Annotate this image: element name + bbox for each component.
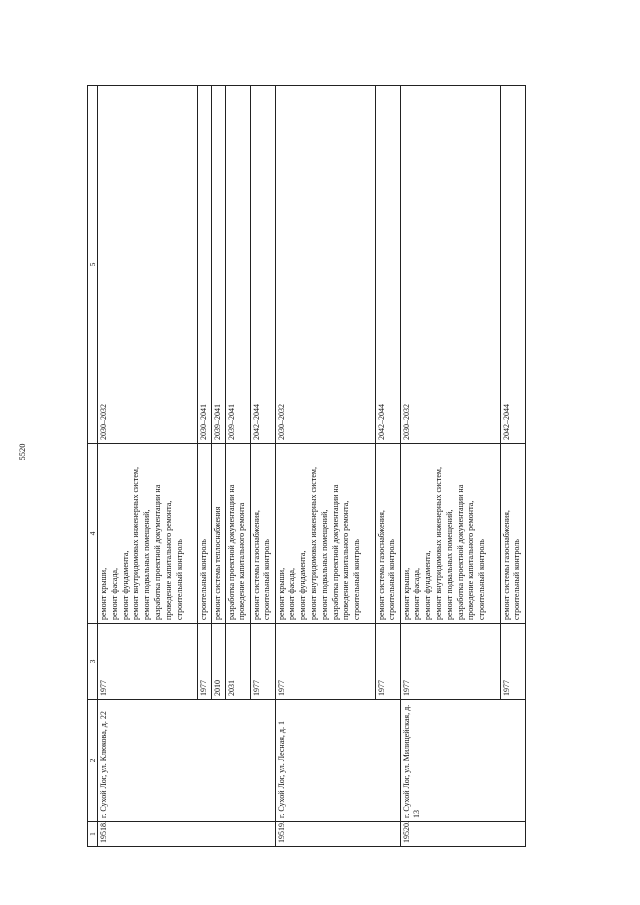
year-cell: 1977 xyxy=(500,624,525,700)
work-item: ремонт подвальных помещений, xyxy=(319,509,329,620)
page-number: 5520 xyxy=(17,443,27,461)
work-item: проведение капитального ремонта, xyxy=(163,500,173,620)
period-cell: 2039–2041 xyxy=(225,86,250,444)
capital-repair-table xyxy=(87,85,526,847)
column-header: 3 xyxy=(88,624,98,700)
address-cell: г. Сухой Лог, ул. Клюкова, д. 22 xyxy=(98,700,276,822)
period-cell: 2030–2032 xyxy=(98,86,198,444)
table-body xyxy=(88,86,526,847)
work-item: проведение капитального ремонта xyxy=(237,502,247,620)
year-cell: 1977 xyxy=(400,624,500,700)
period-cell: 2042–2044 xyxy=(500,86,525,444)
address-cell: г. Сухой Лог, ул. Милицейская, д. 13 xyxy=(400,700,525,822)
work-item: ремонт фасада, xyxy=(109,568,119,620)
year-cell: 1977 xyxy=(250,624,275,700)
works-cell xyxy=(400,444,500,624)
column-header: 5 xyxy=(88,86,98,444)
works-cell xyxy=(275,444,375,624)
works-cell xyxy=(500,444,525,624)
period-cell: 2042–2044 xyxy=(250,86,275,444)
work-item: строительный контроль xyxy=(199,539,208,620)
work-item: ремонт системы газоснабжения, xyxy=(376,510,386,620)
work-item: ремонт фасада, xyxy=(287,568,297,620)
entry-number-cell: 19519. xyxy=(275,822,400,847)
work-item: строительный контроль xyxy=(477,539,487,620)
work-item: проведение капитального ремонта, xyxy=(466,500,476,620)
work-item: ремонт крыши, xyxy=(276,567,286,620)
works-cell xyxy=(225,444,250,624)
works-cell xyxy=(375,444,400,624)
work-item: ремонт внутридомовых инженерных систем, xyxy=(131,467,141,620)
period-cell: 2030–2041 xyxy=(198,86,212,444)
year-cell: 1977 xyxy=(375,624,400,700)
work-item: ремонт фундамента, xyxy=(423,550,433,620)
table-row xyxy=(98,86,198,847)
works-cell xyxy=(250,444,275,624)
year-cell: 1977 xyxy=(98,624,198,700)
work-item: строительный контроль xyxy=(174,539,184,620)
period-cell: 2030–2032 xyxy=(400,86,500,444)
work-item: ремонт подвальных помещений, xyxy=(444,509,454,620)
period-cell: 2042–2044 xyxy=(375,86,400,444)
work-item: ремонт фасада, xyxy=(412,568,422,620)
work-item: ремонт внутридомовых инженерных систем, xyxy=(308,467,318,620)
work-item: ремонт системы газоснабжения, xyxy=(501,510,511,620)
work-item: ремонт системы теплоснабжения xyxy=(212,506,222,620)
work-item: разработка проектной документации на xyxy=(330,484,340,620)
work-item: ремонт крыши, xyxy=(99,567,108,620)
year-cell: 1977 xyxy=(198,624,212,700)
period-cell: 2039–2041 xyxy=(211,86,225,444)
work-item: ремонт крыши, xyxy=(401,567,411,620)
work-item: строительный контроль xyxy=(262,539,272,620)
entry-number-cell: 19520. xyxy=(400,822,525,847)
column-header: 4 xyxy=(88,444,98,624)
work-item: ремонт внутридомовых инженерных систем, xyxy=(433,467,443,620)
year-cell: 2010 xyxy=(211,624,225,700)
address-cell: г. Сухой Лог, ул. Лесная, д. 1 xyxy=(275,700,400,822)
works-cell xyxy=(198,444,212,624)
column-header-row xyxy=(88,86,98,847)
work-item: ремонт фундамента, xyxy=(120,550,130,620)
column-header: 1 xyxy=(88,822,98,847)
work-item: проведение капитального ремонта, xyxy=(341,500,351,620)
work-item: строительный контроль xyxy=(352,539,362,620)
work-item: ремонт подвальных помещений, xyxy=(142,509,152,620)
year-cell: 2031 xyxy=(225,624,250,700)
works-cell xyxy=(211,444,225,624)
work-item: ремонт системы газоснабжения, xyxy=(251,510,261,620)
work-item: ремонт фундамента, xyxy=(298,550,308,620)
period-cell: 2030–2032 xyxy=(275,86,375,444)
table-row xyxy=(275,86,375,847)
rotated-table-container xyxy=(87,86,522,847)
year-cell: 1977 xyxy=(275,624,375,700)
table-row xyxy=(400,86,500,847)
work-item: разработка проектной документации на xyxy=(455,484,465,620)
work-item: разработка проектной документации на xyxy=(226,484,236,620)
works-cell xyxy=(98,444,198,624)
work-item: строительный контроль xyxy=(512,539,522,620)
entry-number-cell: 19518. xyxy=(98,822,276,847)
work-item: разработка проектной документации на xyxy=(152,484,162,620)
column-header: 2 xyxy=(88,700,98,822)
work-item: строительный контроль xyxy=(387,539,397,620)
